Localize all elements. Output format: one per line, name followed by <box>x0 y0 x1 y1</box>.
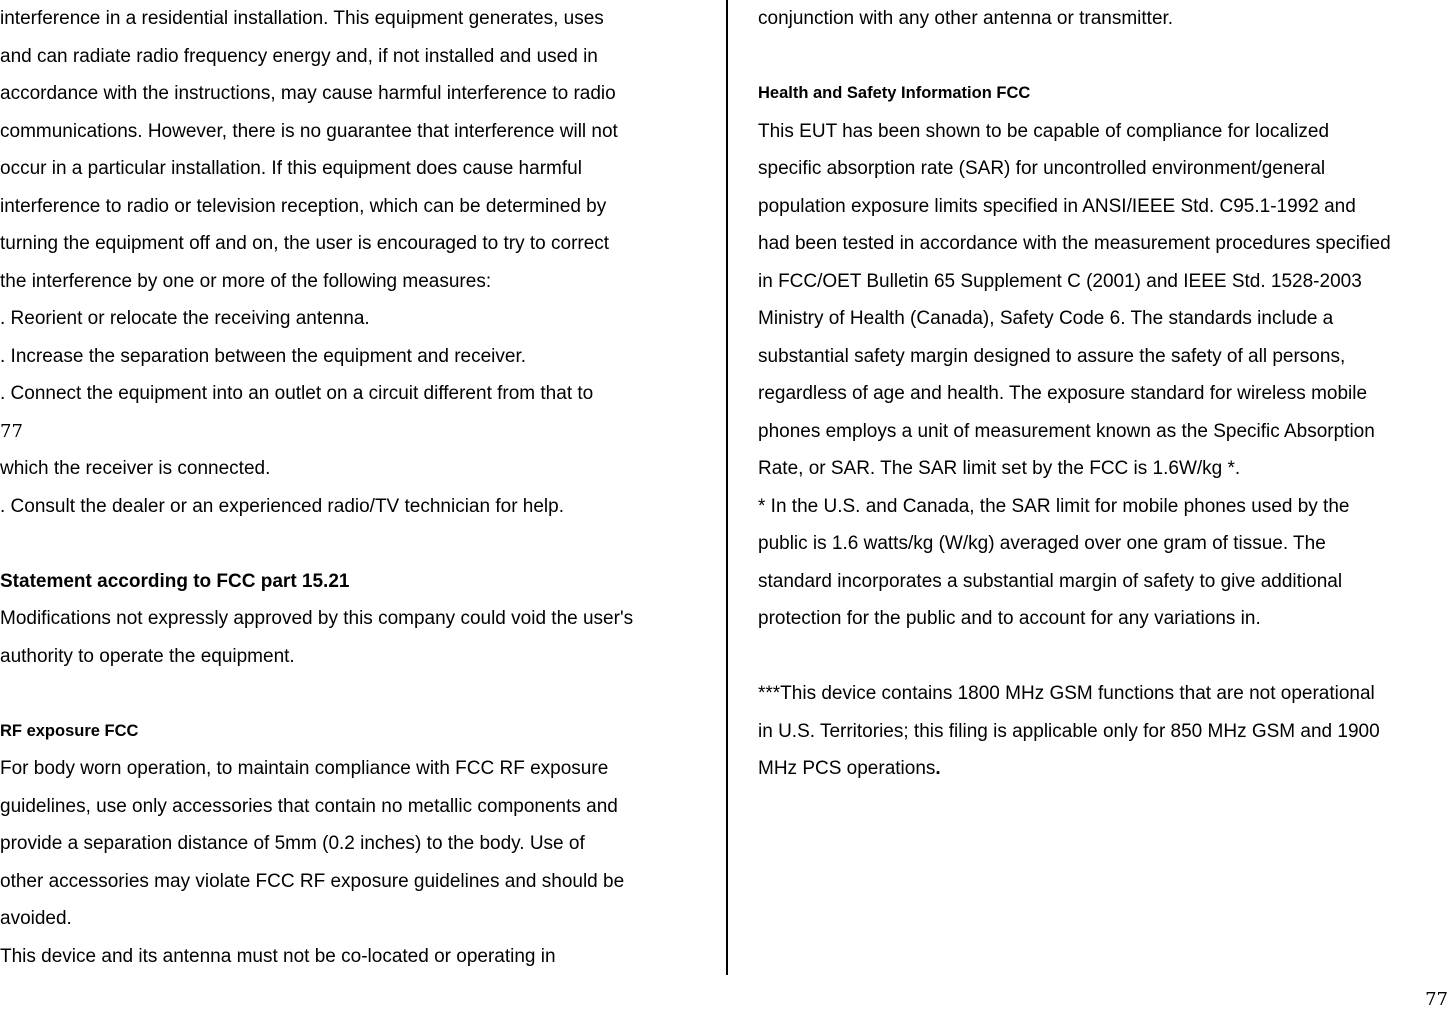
body-line <box>758 750 1452 788</box>
body-line: had been tested in accordance with the measurement procedures specified <box>758 233 1391 254</box>
blank-line <box>758 38 1452 76</box>
body-line: . Consult the dealer or an experienced radio/TV technician for help. <box>0 495 564 517</box>
body-line: regardless of age and health. The exposure standard for wireless mobile <box>758 383 1368 404</box>
section-subheading: RF exposure FCC <box>0 721 139 740</box>
body-line: substantial safety margin designed to assure the safety of all persons, <box>758 345 1346 367</box>
body-line: . Increase the separation between the equipment and receiver. <box>0 345 527 367</box>
blank-line <box>0 525 715 563</box>
section-heading: Statement according to FCC part 15.21 <box>0 570 350 592</box>
body-line: Modifications not expressly approved by this company could void the user's <box>0 608 634 629</box>
blank-line <box>758 638 1452 676</box>
body-line: population exposure limits specified in ANSI/IEEE Std. C95.1-1992 and <box>758 195 1356 217</box>
body-line: conjunction with any other antenna or transmitter. <box>758 8 1174 29</box>
body-line: This EUT has been shown to be capable of compliance for localized <box>758 120 1330 142</box>
body-line: interference in a residential installation. This equipment generates, uses <box>0 8 604 29</box>
body-line: Ministry of Health (Canada), Safety Code 6. The standards include a <box>758 308 1334 329</box>
body-line: Rate, or SAR. The SAR limit set by the FCC is 1.6W/kg *. <box>758 458 1241 479</box>
body-line: communications. However, there is no guarantee that interference will not <box>0 120 618 142</box>
body-line: authority to operate the equipment. <box>0 645 295 667</box>
body-line: standard incorporates a substantial margin of safety to give additional <box>758 570 1343 592</box>
bold-period: . <box>935 758 941 779</box>
body-line: This device and its antenna must not be co-located or operating in <box>0 945 556 967</box>
body-line: avoided. <box>0 908 72 929</box>
body-line: occur in a particular installation. If this equipment does cause harmful <box>0 158 582 179</box>
right-column <box>758 0 1452 788</box>
body-line: provide a separation distance of 5mm (0.2 inches) to the body. Use of <box>0 833 585 854</box>
body-line: interference to radio or television reception, which can be determined by <box>0 195 607 217</box>
body-line: other accessories may violate FCC RF exposure guidelines and should be <box>0 870 625 892</box>
body-line: * In the U.S. and Canada, the SAR limit for mobile phones used by the <box>758 495 1350 517</box>
blank-line <box>0 675 715 713</box>
page-number: 77 <box>1425 989 1448 1010</box>
body-line: public is 1.6 watts/kg (W/kg) averaged over one gram of tissue. The <box>758 533 1326 554</box>
body-line: turning the equipment off and on, the user is encouraged to try to correct <box>0 233 610 254</box>
body-line: in U.S. Territories; this filing is applicable only for 850 MHz GSM and 1900 <box>758 720 1380 742</box>
body-line: . Reorient or relocate the receiving antenna. <box>0 308 370 329</box>
body-line: protection for the public and to account for any variations in. <box>758 608 1261 629</box>
body-line: For body worn operation, to maintain compliance with FCC RF exposure <box>0 758 609 779</box>
column-divider <box>726 0 728 975</box>
body-line: accordance with the instructions, may cause harmful interference to radio <box>0 83 616 104</box>
body-line: phones employs a unit of measurement known as the Specific Absorption <box>758 420 1375 442</box>
left-column <box>0 0 715 975</box>
body-line: the interference by one or more of the following measures: <box>0 270 492 292</box>
body-line: and can radiate radio frequency energy and, if not installed and used in <box>0 45 598 67</box>
body-line: which the receiver is connected. <box>0 458 271 479</box>
body-line: ***This device contains 1800 MHz GSM functions that are not operational <box>758 683 1375 704</box>
body-line: . Connect the equipment into an outlet on a circuit different from that to <box>0 383 594 404</box>
body-line: specific absorption rate (SAR) for uncontrolled environment/general <box>758 158 1326 179</box>
section-subheading: Health and Safety Information FCC <box>758 84 1031 102</box>
inline-page-number: 77 <box>0 420 23 442</box>
body-line-text: MHz PCS operations <box>758 758 936 779</box>
body-line: in FCC/OET Bulletin 65 Supplement C (2001) and IEEE Std. 1528-2003 <box>758 270 1362 292</box>
body-line: guidelines, use only accessories that contain no metallic components and <box>0 795 618 817</box>
